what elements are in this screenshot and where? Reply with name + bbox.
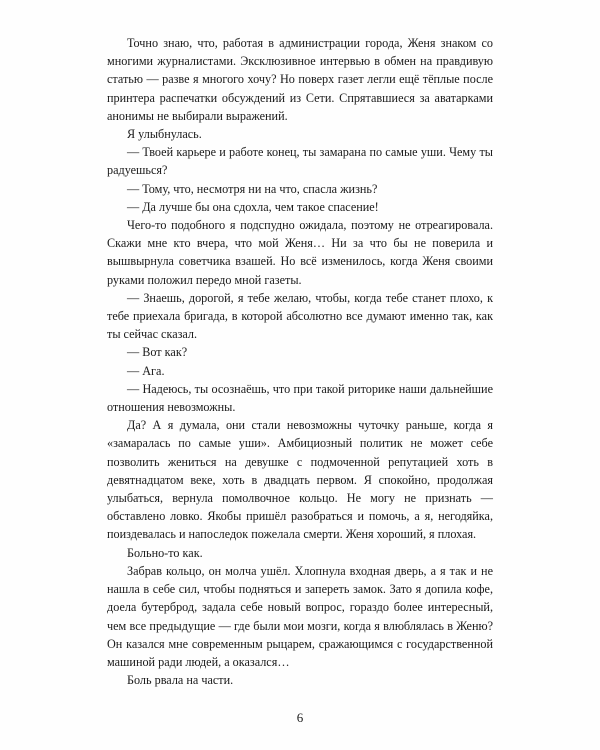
paragraph: Я улыбнулась. — [127, 127, 202, 142]
paragraph: — Тому, что, несмотря ни на что, спасла жизнь? — [127, 181, 378, 196]
paragraph: Забрав кольцо, он молча ушёл. Хлопнула входная дверь, а я так и не нашла в себе сил, чтобы подняться и запереть замок. Зато я допила кофе, доела бутерброд, задала себе новый вопрос, гораздо более интересный, чем все предыдущие — где были мои мозги, когда я влюблялась в Женю? Он казался мне современным рыцарем, сражающимся с государственной машиной ради людей, а оказался… — [107, 563, 493, 669]
paragraph: — Надеюсь, ты осознаёшь, что при такой риторике наши дальнейшие отношения невозможны. — [107, 381, 493, 415]
paragraph: Чего-то подобного я подспудно ожидала, поэтому не отреагировала. Скажи мне кто вчера, что мой Женя… Ни за что бы не поверила и вышвырнула советчика взашей. Но всё изменилось, когда Женя своими руками положил передо мной газеты. — [107, 218, 493, 287]
paragraph: Да? А я думала, они стали невозможны чуточку раньше, когда я «замаралась по самые уши». Амбициозный политик не может себе позволить жениться на девушке с подмоченной репутацией хоть в девятнадцатом веке, хоть в двадцать первом. Я спокойно, продолжая улыбаться, вернула помолвочное кольцо. Не могу не признать — обставлено ловко. Якобы пришёл разобраться и помочь, а я, негодяйка, поиздевалась и напоследок пожелала смерти. Женя хороший, я плохая. — [107, 418, 493, 542]
paragraph: — Ага. — [127, 363, 165, 378]
paragraph: Точно знаю, что, работая в администрации города, Женя знаком со многими журналистами. Эксклюзивное интервью в обмен на правдивую статью — разве я многого хочу? Но поверх газет легли ещё тёплые после принтера распечатки обсуждений из Сети. Спрятавшиеся за аватарками анонимы не выбирали выражений. — [107, 36, 493, 123]
body-text — [107, 34, 493, 689]
paragraph: Больно-то как. — [127, 545, 203, 560]
paragraph: Боль рвала на части. — [127, 673, 234, 688]
page-number: 6 — [296, 710, 304, 725]
paragraph: — Твоей карьере и работе конец, ты замарана по самые уши. Чему ты радуешься? — [107, 145, 493, 178]
paragraph: — Знаешь, дорогой, я тебе желаю, чтобы, когда тебе станет плохо, к тебе приехала бригада, в которой абсолютно все думают именно так, как ты сейчас сказал. — [107, 290, 493, 342]
paragraph: — Да лучше бы она сдохла, чем такое спасение! — [127, 199, 379, 214]
paragraph: — Вот как? — [127, 345, 188, 360]
